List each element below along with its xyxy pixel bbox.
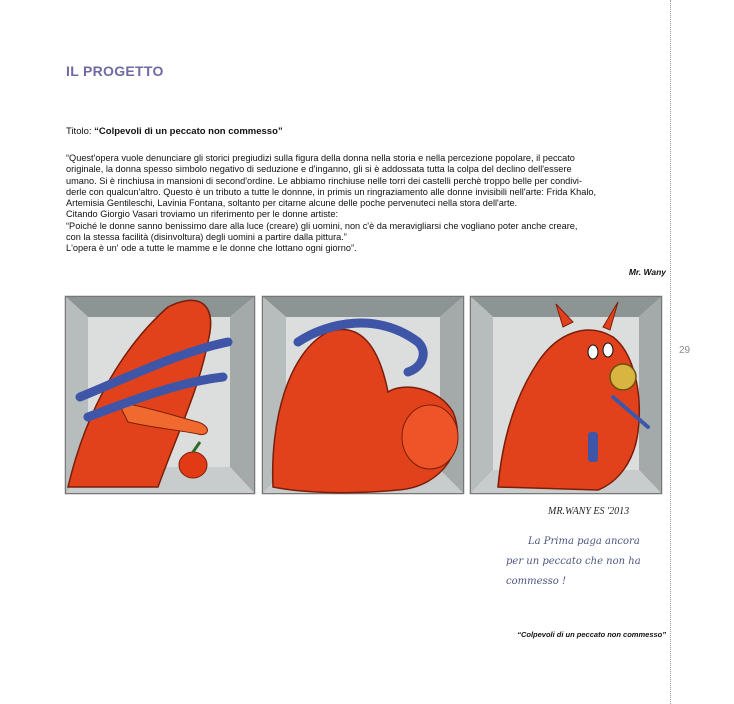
page-edge-line bbox=[670, 0, 671, 704]
handwritten-line: La Prima paga ancora bbox=[528, 536, 640, 547]
body-text bbox=[66, 153, 670, 255]
body-line: umano. Si è rinchiusa in mansioni di second'ordine. Le abbiamo rinchiuse nelle torri dei castelli perchè troppo belle per condivi- bbox=[66, 175, 583, 186]
body-line: “Poiché le donne sanno benissimo dare alla luce (creare) gli uomini, non c'è da meravigliarsi che vogliano poter anche creare, bbox=[66, 220, 578, 231]
artwork-caption: “Colpevoli di un peccato non commesso” bbox=[517, 630, 666, 639]
body-line: “Quest'opera vuole denunciare gli storici pregiudizi sulla figura della donna nella storia e nella percezione popolare, il peccato bbox=[66, 153, 575, 163]
artwork-handwritten-note bbox=[506, 536, 641, 587]
artwork-signature: MR.WANY ES '2013 bbox=[548, 506, 630, 517]
body-line: originale, la donna spesso simbolo negativo di seduzione e d'inganno, gli si è addossata tutta la colpa del declino dell'essere bbox=[66, 164, 572, 175]
handwritten-line: commesso ! bbox=[506, 576, 566, 587]
body-line: derle con qualcun'altro. Questo è un tributo a tutte le donnne, in primis un ringraziamento alle donne invisibili nell'arte: Frida Khalo, bbox=[66, 186, 597, 197]
section-title: IL PROGETTO bbox=[66, 63, 164, 79]
work-title bbox=[66, 126, 283, 137]
work-title-value: “Colpevoli di un peccato non commesso” bbox=[94, 126, 283, 137]
body-line: Citando Giorgio Vasari troviamo un riferimento per le donne artiste: bbox=[66, 209, 339, 220]
author-name: Mr. Wany bbox=[628, 267, 666, 277]
body-line: Artemisia Gentileschi, Lavinia Fontana, soltanto per citarne alcune delle poche pervenuteci nella stora dell'arte. bbox=[66, 198, 518, 209]
page-number: 29 bbox=[679, 345, 691, 356]
artwork-panel-right bbox=[471, 297, 661, 493]
artwork-illustration bbox=[58, 282, 668, 594]
handwritten-line: per un peccato che non ha bbox=[506, 556, 641, 567]
artwork-panel-left bbox=[66, 297, 254, 493]
body-line: L'opera è un' ode a tutte le mamme e le donne che lottano ogni giorno”. bbox=[66, 243, 357, 254]
work-title-label: Titolo: bbox=[66, 126, 95, 137]
artwork-panel-middle bbox=[263, 297, 463, 493]
body-line: con la stessa facilità (disinvoltura) degli uomini a partire dalla pittura.” bbox=[66, 232, 347, 243]
